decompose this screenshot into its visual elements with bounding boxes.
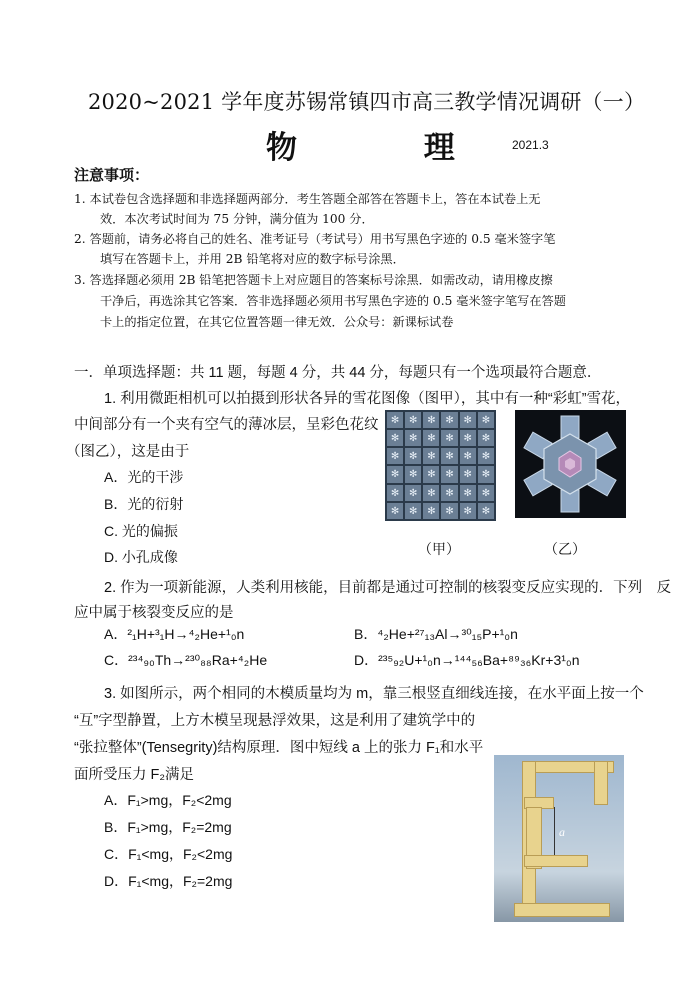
exam-date: 2021.3 — [512, 138, 549, 152]
base-beam — [514, 903, 610, 917]
option-label: C． — [104, 652, 129, 668]
option-label: A． — [104, 626, 128, 642]
q2-option-c — [104, 650, 267, 670]
notice-line: 效．本次考试时间为 75 分钟，满分值为 100 分． — [100, 212, 374, 226]
notice-line: 3. 答选择题必须用 2B 铅笔把答题卡上对应题目的答案标号涂黑．如需改动，请用橡皮擦 — [74, 273, 553, 287]
figure-caption-yi: （乙） — [544, 541, 586, 557]
exam-title: 2020~2021 学年度苏锡常镇四市高三教学情况调研（一） — [88, 90, 646, 114]
nuclear-equation: ⁴₂He+²⁷₁₃Al→³⁰₁₅P+¹₀n — [377, 626, 518, 642]
string-a — [554, 807, 555, 855]
q1-option-b: B．光的衍射 — [104, 496, 184, 512]
q1-option-a: A．光的干涉 — [104, 469, 184, 485]
q3-option-d: D．F₁<mg，F₂=2mg — [104, 873, 233, 889]
notice-line: 1. 本试卷包含选择题和非选择题两部分．考生答题全部答在答题卡上，答在本试卷上无 — [74, 192, 541, 206]
nuclear-equation: ²³⁴₉₀Th→²³⁰₈₈Ra+⁴₂He — [128, 652, 268, 668]
q3-stem-line: “互”字型静置，上方木模呈现悬浮效果，这是利用了建筑学中的 — [74, 713, 476, 729]
q2-option-b — [354, 624, 518, 644]
q1-stem-line: （图乙），这是由于 — [66, 444, 190, 460]
q1-stem-line: 中间部分有一个夹有空气的薄冰层，呈彩色花纹 — [74, 417, 379, 433]
nuclear-equation: ²³⁵₉₂U+¹₀n→¹⁴⁴₅₆Ba+⁸⁹₃₆Kr+3¹₀n — [378, 652, 580, 668]
middle-beam — [524, 855, 588, 867]
q3-option-a: A．F₁>mg，F₂<2mg — [104, 792, 232, 808]
q3-stem-line: 3. 如图所示，两个相同的木模质量均为 m，靠三根竖直细线连接，在水平面上按一个 — [104, 686, 644, 702]
string-a-label: a — [559, 825, 565, 839]
q1-option-c: C. 光的偏振 — [104, 523, 178, 539]
tensegrity-model-image — [494, 755, 624, 922]
section-heading: 一．单项选择题：共 11 题，每题 4 分，共 44 分，每题只有一个选项最符合题意． — [74, 365, 602, 381]
option-label: B． — [354, 626, 378, 642]
nuclear-equation: ²₁H+³₁H→⁴₂He+¹₀n — [127, 626, 245, 642]
upper-post — [594, 761, 608, 805]
notice-line: 填写在答题卡上，并用 2B 铅笔将对应的数字标号涂黑． — [100, 252, 405, 266]
q3-option-b: B．F₁>mg，F₂=2mg — [104, 819, 232, 835]
q2-option-d — [354, 650, 580, 670]
q3-stem-line: 面所受压力 F₂满足 — [74, 767, 195, 783]
q2-stem-line: 应中属于核裂变反应的是 — [74, 605, 234, 621]
notice-line: 2. 答题前，请务必将自己的姓名、准考证号（考试号）用书写黑色字迹的 0.5 毫米签字笔 — [74, 232, 556, 246]
subject-title: 物 理 — [266, 130, 513, 166]
notice-line: 干净后，再选涂其它答案．答非选择题必须用书写黑色字迹的 0.5 毫米签字笔写在答题 — [100, 294, 566, 308]
notice-line: 卡上的指定位置，在其它位置答题一律无效．公众号：新课标试卷 — [100, 315, 454, 329]
q2-option-a — [104, 624, 244, 644]
notice-title: 注意事项： — [74, 166, 150, 184]
rainbow-snowflake-image — [515, 410, 626, 518]
figure-caption-jia: （甲） — [418, 541, 460, 557]
q3-option-c: C．F₁<mg，F₂<2mg — [104, 846, 233, 862]
q2-stem-line: 2. 作为一项新能源，人类利用核能，目前都是通过可控制的核裂变反应实现的．下列 反 — [104, 580, 672, 596]
q1-option-d: D. 小孔成像 — [104, 549, 178, 565]
q3-stem-line: “张拉整体”(Tensegrity)结构原理．图中短线 a 上的张力 F₁和水平 — [74, 740, 484, 756]
option-label: D． — [354, 652, 379, 668]
q1-stem-line: 1. 利用微距相机可以拍摄到形状各异的雪花图像（图甲），其中有一种“彩虹”雪花， — [104, 391, 631, 407]
snowflake-grid-image — [385, 410, 496, 521]
